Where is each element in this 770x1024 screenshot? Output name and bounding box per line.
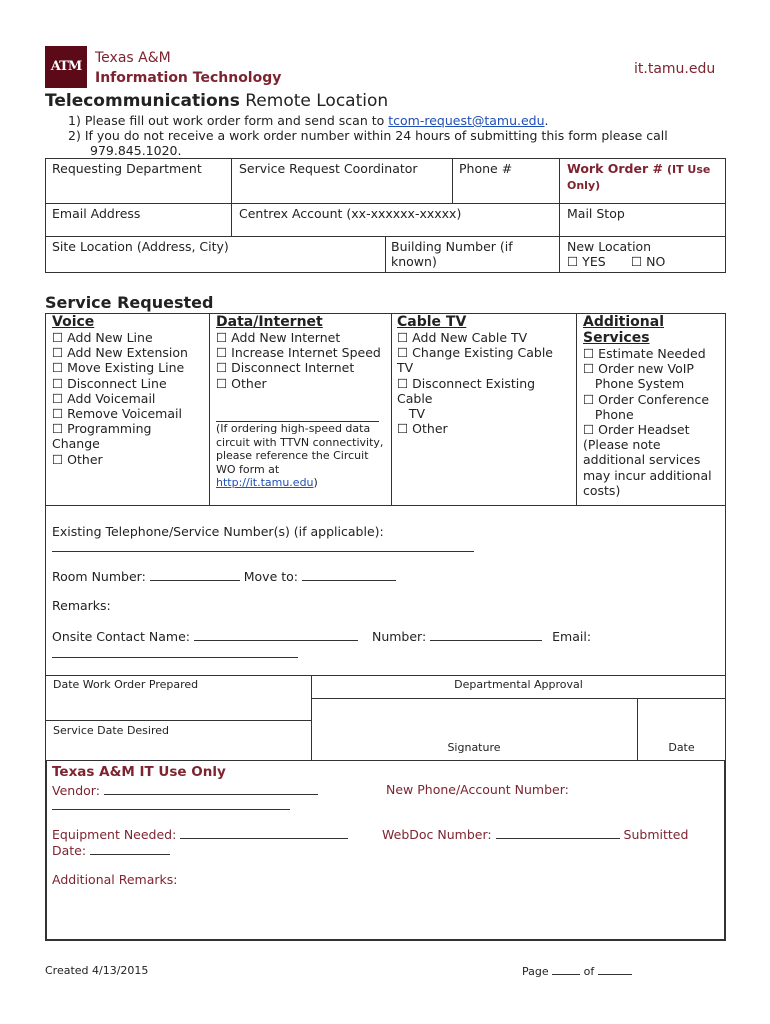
email-address-field[interactable]: Email Address [52,206,141,221]
centrex-account-field[interactable]: Centrex Account (xx-xxxxxx-xxxxx) [239,206,462,221]
departmental-approval-label: Departmental Approval [454,678,583,691]
onsite-contact-input[interactable] [194,628,358,641]
cable-add-new[interactable]: ☐ Add New Cable TV [397,330,528,345]
existing-numbers-input[interactable] [52,551,474,552]
equipment-label: Equipment Needed: [52,827,177,842]
new-location-yes-checkbox[interactable]: ☐ YES [567,254,606,269]
service-request-coordinator-field[interactable]: Service Request Coordinator [239,161,418,176]
email-input[interactable] [52,657,298,658]
requesting-department-field[interactable]: Requesting Department [52,161,202,176]
created-date: Created 4/13/2015 [45,964,149,977]
it-date-label: Date: [52,843,87,858]
instruction-1 [68,113,748,128]
signature-field[interactable]: Signature [447,741,501,754]
data-other[interactable]: ☐ Other [216,375,267,391]
vendor-input-cont[interactable] [52,809,290,810]
data-internet-note [216,422,384,490]
cable-disconnect-existing[interactable]: ☐ Disconnect Existing [397,375,536,391]
org-name-line1: Texas A&M [95,50,171,66]
vendor-label: Vendor: [52,783,100,798]
voice-move-existing-line[interactable]: ☐ Move Existing Line [52,360,185,376]
work-order-label: Work Order # [567,161,663,176]
onsite-contact-row [52,628,591,644]
additional-note-3: may incur additional [583,467,712,483]
page-title [45,91,388,111]
webdoc-input[interactable] [496,826,620,839]
additional-order-conference-cont: Phone [583,406,634,422]
cable-disconnect-existing-cont: Cable [397,390,433,406]
data-note-end: ) [313,476,318,489]
additional-remarks-label[interactable]: Additional Remarks: [52,872,178,887]
tcom-email-link[interactable]: tcom-request@tamu.edu [388,113,545,128]
additional-note-4: costs) [583,482,621,498]
voice-add-new-extension[interactable]: ☐ Add New Extension [52,345,188,361]
additional-order-voip[interactable]: ☐ Order new VoIP [583,361,694,377]
cable-other[interactable]: ☐ Other [397,421,448,437]
onsite-contact-label: Onsite Contact Name: [52,629,191,644]
voice-column [52,314,207,467]
additional-note-1: (Please note [583,437,661,453]
of-label: of [583,965,595,978]
number-input[interactable] [430,628,542,641]
vendor-input[interactable] [104,782,318,795]
instruction-1-end: . [544,113,549,128]
move-to-label: Move to: [243,569,299,584]
equipment-input[interactable] [180,826,348,839]
page-input[interactable] [552,964,580,975]
instruction-2 [68,128,748,143]
voice-remove-voicemail[interactable]: ☐ Remove Voicemail [52,406,182,422]
site-location-field[interactable]: Site Location (Address, City) [52,239,229,254]
instruction-1-text: Please fill out work order form and send scan to [84,113,389,128]
new-phone-label: New Phone/Account Number: [386,782,569,797]
additional-order-voip-cont: Phone System [583,376,685,392]
voice-add-new-line[interactable]: ☐ Add New Line [52,330,153,345]
room-number-input[interactable] [150,568,240,581]
service-requested-heading: Service Requested [45,293,214,312]
data-increase-speed[interactable]: ☐ Increase Internet Speed [216,345,381,361]
data-internet-column [216,314,388,391]
webdoc-row [382,826,688,842]
page-total-input[interactable] [598,964,632,975]
page-title-rest: Remote Location [239,91,389,111]
additional-note-2: additional services [583,452,701,468]
it-date-row [52,842,170,858]
new-location-no-checkbox[interactable]: ☐ NO [631,254,666,269]
equipment-row [52,826,348,842]
work-order-note: (IT Use Only) [567,163,711,192]
it-use-heading: Texas A&M IT Use Only [52,764,226,780]
instruction-2-num: 2) [68,128,81,143]
tamu-logo [45,46,87,88]
voice-heading: Voice [52,314,95,330]
additional-estimate-needed[interactable]: ☐ Estimate Needed [583,346,706,361]
page-label: Page [522,965,549,978]
voice-disconnect-line[interactable]: ☐ Disconnect Line [52,375,167,391]
number-label: Number: [371,629,427,644]
date-prepared-field[interactable]: Date Work Order Prepared [53,678,199,691]
cable-disconnect-existing-cont2: TV [397,406,426,422]
service-date-field[interactable]: Service Date Desired [53,724,169,737]
page-number [522,964,632,979]
cable-change-existing[interactable]: ☐ Change Existing Cable [397,345,553,361]
cable-tv-column [397,314,573,436]
instruction-1-num: 1) [68,113,81,128]
move-to-input[interactable] [302,568,396,581]
phone-field[interactable]: Phone # [459,161,513,176]
mail-stop-field[interactable]: Mail Stop [567,206,625,221]
existing-numbers-label: Existing Telephone/Service Number(s) (if applicable): [52,524,384,539]
additional-services-heading-1: Additional [583,314,664,330]
building-number-field[interactable]: Building Number (if known) [391,239,513,269]
additional-order-conference[interactable]: ☐ Order Conference [583,391,710,407]
additional-services-heading-2: Services [583,330,650,346]
room-number-row [52,568,396,584]
it-date-input[interactable] [90,842,170,855]
room-number-label: Room Number: [52,569,146,584]
cable-change-existing-cont: TV [397,360,414,376]
data-add-new-internet[interactable]: ☐ Add New Internet [216,330,341,345]
instruction-2-text: If you do not receive a work order number within 24 hours of submitting this form please call [84,128,668,143]
data-note-text: (If ordering high-speed data circuit with TTVN connectivity, please reference the Circuit WO form at [216,422,384,476]
instruction-2-phone: 979.845.1020. [90,143,182,158]
new-location-label: New Location [567,239,652,254]
remarks-label[interactable]: Remarks: [52,598,111,613]
data-disconnect-internet[interactable]: ☐ Disconnect Internet [216,360,355,376]
instructions [68,113,748,158]
logo-mark: ATM [50,59,82,74]
voice-other[interactable]: ☐ Other [52,451,103,467]
it-tamu-link[interactable]: http://it.tamu.edu [216,476,314,489]
work-order-field [567,161,717,192]
email-label: Email: [552,629,592,644]
data-internet-heading: Data/Internet [216,314,323,330]
voice-add-voicemail[interactable]: ☐ Add Voicemail [52,390,156,406]
webdoc-label: WebDoc Number: [382,827,492,842]
vendor-row [52,782,318,798]
additional-services-column [583,314,723,498]
approval-date-field[interactable]: Date [668,741,695,754]
voice-programming[interactable]: ☐ Programming [52,421,152,437]
org-name-line2: Information Technology [95,70,282,86]
page-title-bold: Telecommunications [45,91,240,111]
additional-order-headset[interactable]: ☐ Order Headset [583,422,690,438]
site-url[interactable]: it.tamu.edu [634,61,716,77]
submitted-label: Submitted [623,827,689,842]
voice-programming-cont: Change [52,436,100,452]
cable-tv-heading: Cable TV [397,314,467,330]
